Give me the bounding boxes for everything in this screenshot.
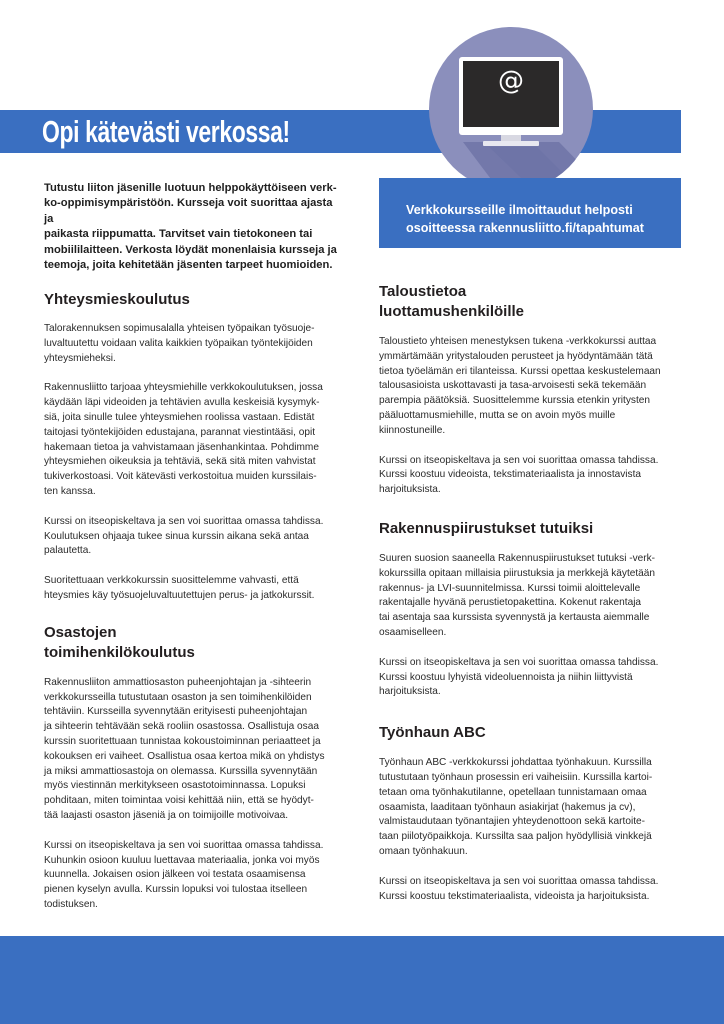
at-symbol-icon: @ <box>498 66 524 96</box>
piirustukset-para-1: Suuren suosion saaneella Rakennuspiirustukset tutuksi -verk- kokurssilla opitaan millaisia piirustuksia ja merkkejä käytetään rakennus- ja LVI-suunnitelmissa. Kurssi toimii aloittelevalle rakentajalle hyvänä perustietopakettina. Kokenut rakentaja tai asentaja saa kurssista syvennystä ja kertausta aiemmalle osaamiselleen. <box>379 552 656 638</box>
heading-tyonhaku: Työnhaun ABC <box>379 724 486 742</box>
footer-band <box>0 936 724 1024</box>
heading-osastojen: Osastojen toimihenkilökoulutus <box>44 623 195 661</box>
computer-icon <box>429 27 593 191</box>
registration-callout <box>379 178 681 248</box>
taloustietoa-para-1: Taloustieto yhteisen menestyksen tukena -verkkokurssi auttaa ymmärtämään yritystalouden perusteet ja hyödyntämään tätä tietoa työelämän eri tilanteissa. Kurssi opettaa keskustelemaan talousasioista uskottavasti ja tasa-arvoisesti sekä tekemään parempia päätöksiä. Suosittelemme kurssia etenkin yritysten pääluottamusmiehille, mutta se on avoin myös muille kiinnostuneille. <box>379 336 661 436</box>
heading-taloustietoa: Taloustietoa luottamushenkilöille <box>379 283 525 320</box>
yhteysmies-para-2: Rakennusliitto tarjoaa yhteysmiehille verkkokoulutuksen, jossa käydään läpi videoiden ja tehtävien avulla keskeisiä kysymyk- siä, joita sinulle tulee yhteysmiehen roolissa vastaan. Edistät taitojasi työntekijöiden edustajana, parannat viestintääsi, opit hakemaan tietoa ja vahvistamaan jäsenhankintaa. Pohdimme yhteysmiehen oikeuksia ja tehtäviä, sekä sitä miten vahvistat tukiverkostoasi. Voit kätevästi verkostoitua muiden kurssilais- ten kanssa. <box>44 382 323 497</box>
right-column <box>379 282 684 904</box>
heading-piirustukset: Rakennuspiirustukset tutuiksi <box>379 519 594 537</box>
intro-text: Tutustu liiton jäsenille luotuun helppokäyttöiseen verk- ko-oppimisympäristöön. Kursseja voit suorittaa ajasta ja paikasta riippumatta. Tarvitset vain tietokoneen tai mobiililaitteen. Verkosta löydät monenlaisia kursseja ja teemoja, joita kehitetään jäsenten tarpeet huomioiden. <box>44 182 337 272</box>
yhteysmies-para-3: Kurssi on itseopiskeltava ja sen voi suorittaa omassa tahdissa. Koulutuksen ohjaaja tukee sinua kurssin aikana sekä antaa palautetta. <box>44 515 324 557</box>
page-title: Opi kätevästi verkossa! <box>42 114 290 149</box>
piirustukset-para-2: Kurssi on itseopiskeltava ja sen voi suorittaa omassa tahdissa. Kurssi koostuu lyhyistä videoluennoista ja niihin liittyvistä harjoituksista. <box>379 656 659 698</box>
yhteysmies-para-4: Suoritettuaan verkkokurssin suosittelemme vahvasti, että hteysmies käy työsuojeluvaltuutettujen perus- ja jatkokurssit. <box>44 575 315 601</box>
yhteysmies-para-1: Talorakennuksen sopimusalalla yhteisen työpaikan työsuoje- luvaltuutettu voidaan valita kaikkien työpaikan työntekijöiden yhteysmieheksi. <box>44 323 315 364</box>
osastojen-para-2: Kurssi on itseopiskeltava ja sen voi suorittaa omassa tahdissa. Kuhunkin osioon kuuluu luettavaa materiaalia, jonka voi myös kuunnella. Jokaisen osion jälkeen voi testata osaamisensa pienen kyselyn avulla. Kurssin lopuksi voi tulostaa itselleen todistuksen. <box>44 839 324 910</box>
callout-text: Verkkokursseille ilmoittaudut helposti osoitteessa rakennusliitto.fi/tapahtumat <box>406 203 644 235</box>
heading-yhteysmies: Yhteysmieskoulutus <box>44 291 190 308</box>
taloustietoa-para-2: Kurssi on itseopiskeltava ja sen voi suorittaa omassa tahdissa. Kurssi koostuu videoista, tekstimateriaalista ja innostavista harjoituksista. <box>379 454 659 496</box>
left-column <box>44 290 354 913</box>
tyonhaku-para-1: Työnhaun ABC -verkkokurssi johdattaa työnhakuun. Kurssilla tutustutaan työnhaun prosessin eri vaiheisiin. Kurssilla kartoi- tetaan oma työnhakutilanne, opetellaan tunnistamaan omaa osaamista, laaditaan työnhaun asiakirjat (hakemus ja cv), valmistaudutaan työnantajien yhteydenottoon sekä kartoite- taan piilotyöpaikkoja. Kurssilta saa paljon hyödyllisiä vinkkejä omaan työnhakuun. <box>379 757 653 857</box>
tyonhaku-para-2: Kurssi on itseopiskeltava ja sen voi suorittaa omassa tahdissa. Kurssi koostuu tekstimateriaalista, videoista ja harjoituksista. <box>379 875 659 902</box>
osastojen-para-1: Rakennusliiton ammattiosaston puheenjohtajan ja -sihteerin verkkokursseilla tutustutaan osaston ja sen toimihenkilöiden tehtäviin. Kursseilla syvennytään erityisesti puheenjohtajan ja sihteerin tehtävään sekä rooliin osastossa. Osallistuja osaa kurssin suoritettuaan tunnistaa kokoustoiminnan periaatteet ja kokouksen eri vaiheet. Osallistua osaa kertoa mikä on yhdistys ja miksi ammattiosastoja on olemassa. Kurssilla syvennytään myös viestinnän merkitykseen osastotoiminnassa. Lopuksi pohditaan, miten toimintaa voisi kehittää niin, että se hyödyt- tää laajasti osaston jäseniä ja on toimijoille motivoivaa. <box>44 676 325 821</box>
